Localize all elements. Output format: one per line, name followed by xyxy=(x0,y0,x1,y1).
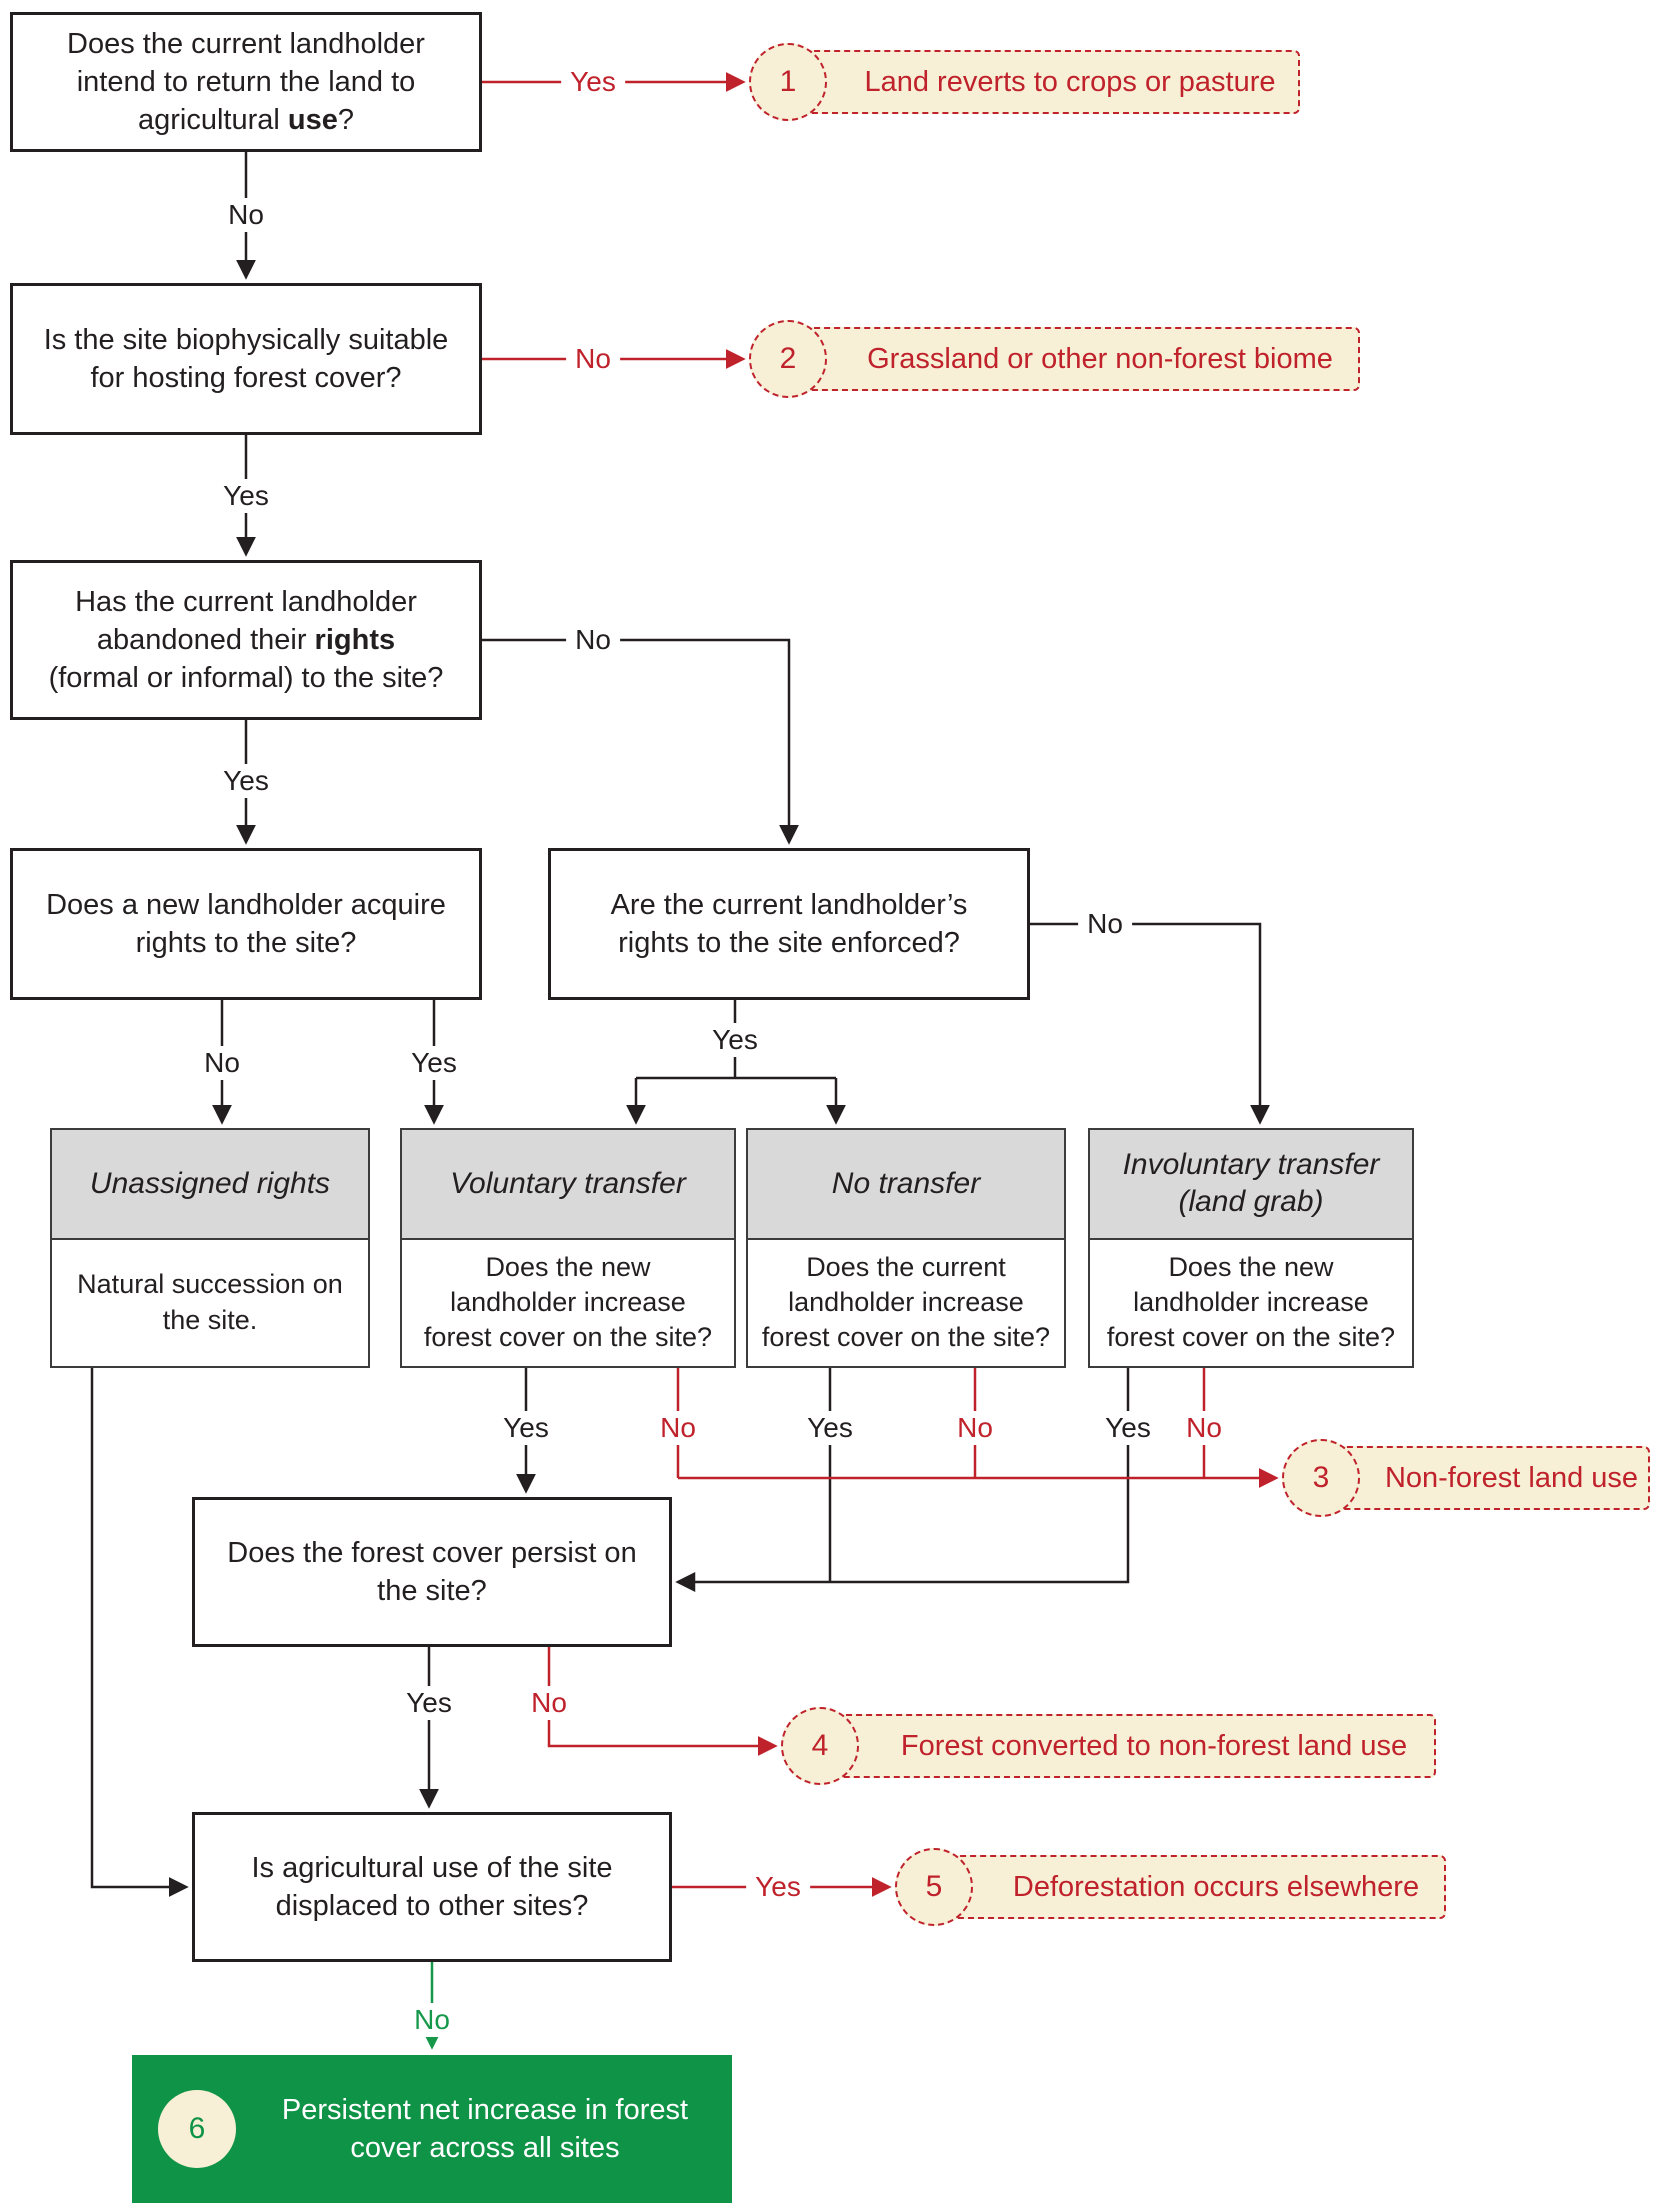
question-rights-enforced xyxy=(548,848,1030,1000)
question-return-to-agriculture xyxy=(10,12,482,152)
edge-q5-no xyxy=(1030,924,1260,1121)
label-involuntary-yes: Yes xyxy=(1096,1411,1160,1445)
category-body: Does the new landholder increase forest cover on the site? xyxy=(1106,1251,1396,1353)
label-notransfer-yes: Yes xyxy=(798,1411,862,1445)
question-agriculture-displaced xyxy=(192,1812,672,1962)
category-involuntary-transfer xyxy=(1088,1128,1414,1368)
label-q3-yes: Yes xyxy=(214,764,278,798)
outcome-5-label: Deforestation occurs elsewhere xyxy=(934,1855,1446,1919)
outcome-4-number: 4 xyxy=(781,1707,859,1785)
question-line: agricultural use? xyxy=(137,104,354,137)
question-line: the site? xyxy=(377,1575,487,1607)
label-notransfer-no: No xyxy=(948,1411,1002,1445)
label-q2-no: No xyxy=(566,342,620,376)
question-text xyxy=(46,886,446,963)
outcome-2-label: Grassland or other non-forest biome xyxy=(788,327,1360,391)
question-line: displaced to other sites? xyxy=(275,1890,589,1922)
question-line: Has the current landholder xyxy=(75,585,417,618)
label-q4-yes: Yes xyxy=(402,1046,466,1080)
question-abandoned-rights xyxy=(10,560,482,720)
category-title: Voluntary transfer xyxy=(402,1130,734,1240)
question-line: Does the current landholder xyxy=(67,27,425,60)
label-involuntary-no: No xyxy=(1177,1411,1231,1445)
category-voluntary-transfer xyxy=(400,1128,736,1368)
outcome-1-label: Land reverts to crops or pasture xyxy=(788,50,1300,114)
question-line: Does the forest cover persist on xyxy=(227,1536,637,1569)
label-q4-no: No xyxy=(195,1046,249,1080)
edge-persist-no xyxy=(549,1647,774,1746)
outcome-2-number: 2 xyxy=(749,320,827,398)
question-text xyxy=(44,321,449,398)
question-line: abandoned their rights xyxy=(96,623,396,656)
question-line: Does a new landholder acquire xyxy=(46,888,446,921)
question-line: (formal or informal) to the site? xyxy=(48,662,444,695)
question-line: rights to the site enforced? xyxy=(618,927,960,959)
question-line: rights to the site? xyxy=(135,927,357,959)
question-line: Is agricultural use of the site xyxy=(251,1851,613,1884)
category-body: Does the new landholder increase forest cover on the site? xyxy=(423,1251,713,1353)
question-line: for hosting forest cover? xyxy=(90,362,402,394)
label-displaced-no: No xyxy=(405,2003,459,2037)
outcome-6-number: 6 xyxy=(158,2090,236,2168)
label-persist-no: No xyxy=(522,1686,576,1720)
label-voluntary-yes: Yes xyxy=(494,1411,558,1445)
category-title: Involuntary transfer (land grab) xyxy=(1090,1130,1412,1240)
question-text xyxy=(251,1849,612,1926)
edge-q3-no xyxy=(482,640,789,841)
outcome-3-number: 3 xyxy=(1282,1439,1360,1517)
label-q1-no: No xyxy=(219,198,273,232)
question-line: Are the current landholder’s xyxy=(610,888,968,921)
category-body: Natural succession on the site. xyxy=(77,1269,343,1335)
outcome-3-label: Non-forest land use xyxy=(1321,1446,1650,1510)
outcome-5-number: 5 xyxy=(895,1848,973,1926)
question-line: Is the site biophysically suitable xyxy=(43,323,449,356)
outcome-4-label: Forest converted to non-forest land use xyxy=(820,1714,1436,1778)
category-no-transfer xyxy=(746,1128,1066,1368)
label-q5-no: No xyxy=(1078,907,1132,941)
category-body: Does the current landholder increase forest cover on the site? xyxy=(761,1251,1051,1353)
label-q1-yes: Yes xyxy=(561,65,625,99)
question-line: intend to return the land to xyxy=(76,65,416,98)
outcome-6-label: Persistent net increase in forest cover across all sites xyxy=(281,2093,689,2164)
edge-inv-yes xyxy=(679,1368,1128,1582)
question-text xyxy=(49,583,444,698)
question-forest-persists xyxy=(192,1497,672,1647)
question-biophysically-suitable xyxy=(10,283,482,435)
category-title: No transfer xyxy=(748,1130,1064,1240)
label-q3-no: No xyxy=(566,623,620,657)
label-persist-yes: Yes xyxy=(397,1686,461,1720)
question-text xyxy=(227,1534,636,1611)
category-unassigned-rights xyxy=(50,1128,370,1368)
label-displaced-yes: Yes xyxy=(746,1870,810,1904)
question-new-landholder-acquires xyxy=(10,848,482,1000)
question-text xyxy=(611,886,968,963)
outcome-1-number: 1 xyxy=(749,43,827,121)
question-text xyxy=(67,25,425,140)
label-q5-yes: Yes xyxy=(703,1023,767,1057)
label-q2-yes: Yes xyxy=(214,479,278,513)
label-voluntary-no: No xyxy=(651,1411,705,1445)
category-title: Unassigned rights xyxy=(52,1130,368,1240)
outcome-6-box xyxy=(132,2055,732,2203)
edge-unassigned-to-displaced xyxy=(92,1368,185,1887)
